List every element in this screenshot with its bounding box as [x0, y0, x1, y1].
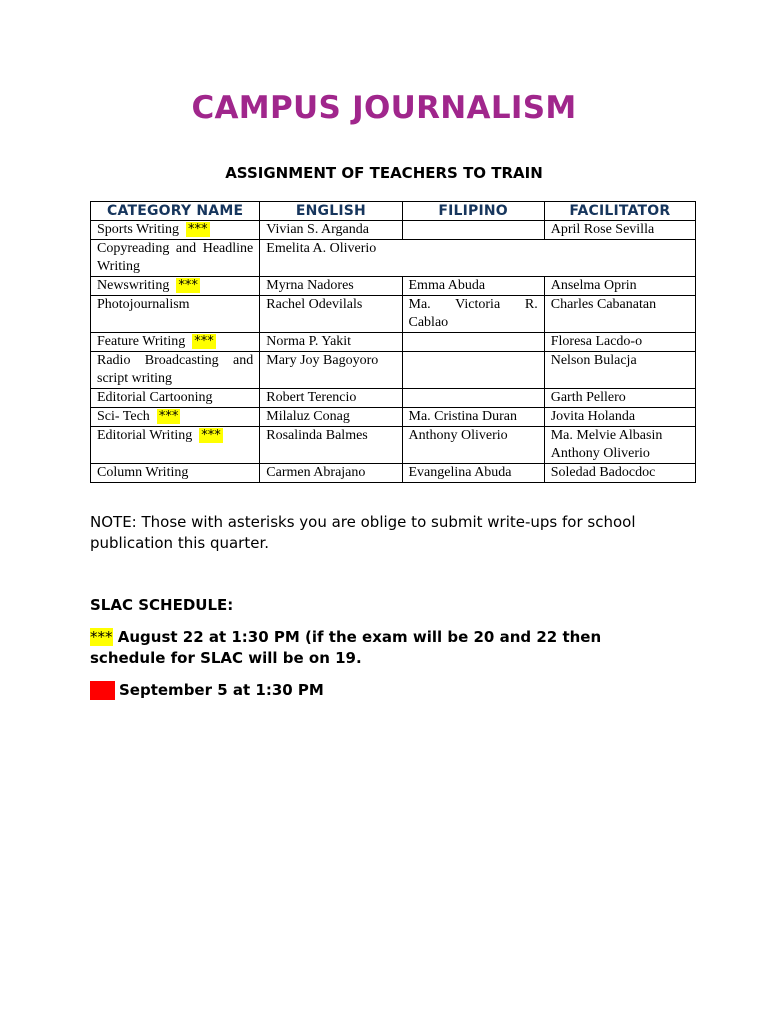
category-cell — [91, 352, 260, 389]
english-cell: Myrna Nadores — [260, 277, 402, 296]
merged-english-cell: Emelita A. Oliverio — [260, 240, 696, 277]
category-cell — [91, 427, 260, 464]
page-title: CAMPUS JOURNALISM — [191, 90, 577, 126]
category-name: Radio Broadcasting and script writing — [97, 353, 254, 386]
english-cell: Mary Joy Bagoyoro — [260, 352, 402, 389]
slac-schedule-item-2 — [90, 680, 324, 700]
category-cell: Column Writing — [91, 464, 260, 483]
facilitator-cell: Garth Pellero — [544, 389, 695, 408]
filipino-cell: Evangelina Abuda — [402, 464, 544, 483]
category-cell — [91, 408, 260, 427]
facilitator-cell: Jovita Holanda — [544, 408, 695, 427]
slac-schedule-item-2-text: September 5 at 1:30 PM — [119, 681, 324, 699]
category-cell — [91, 221, 260, 240]
facilitator-cell — [544, 427, 695, 464]
category-cell: Copyreading and Headline Writing — [91, 240, 260, 277]
filipino-cell — [402, 389, 544, 408]
header-english: ENGLISH — [260, 202, 402, 221]
english-cell: Carmen Abrajano — [260, 464, 402, 483]
facilitator-cell: Soledad Badocdoc — [544, 464, 695, 483]
english-cell: Robert Terencio — [260, 389, 402, 408]
table-row — [91, 221, 696, 240]
english-cell: Norma P. Yakit — [260, 333, 402, 352]
category-name: Feature Writing — [97, 334, 186, 349]
category-name: Editorial Writing — [97, 428, 193, 443]
english-cell: Vivian S. Arganda — [260, 221, 402, 240]
english-cell: Milaluz Conag — [260, 408, 402, 427]
category-name: Newswriting — [97, 278, 170, 293]
category-name: Sci- Tech — [97, 409, 150, 424]
facilitator-cell: Nelson Bulacja — [544, 352, 695, 389]
asterisk-marker: *** — [188, 222, 208, 237]
filipino-cell — [402, 221, 544, 240]
red-marker-box — [90, 681, 115, 700]
facilitator-name-2: Anthony Oliverio — [550, 446, 650, 461]
page-subtitle: ASSIGNMENT OF TEACHERS TO TRAIN — [225, 164, 543, 182]
header-category-name: CATEGORY NAME — [91, 202, 260, 221]
asterisk-marker: *** — [90, 628, 113, 646]
table-row — [91, 389, 696, 408]
slac-schedule-item-1-text: August 22 at 1:30 PM (if the exam will be 20 and 22 then schedule for SLAC will be on 19. — [90, 628, 602, 667]
category-cell: Editorial Cartooning — [91, 389, 260, 408]
table-row — [91, 333, 696, 352]
english-cell: Rosalinda Balmes — [260, 427, 402, 464]
slac-schedule-heading: SLAC SCHEDULE: — [90, 596, 234, 614]
table-header-row — [91, 202, 696, 221]
filipino-cell: Ma. Cristina Duran — [402, 408, 544, 427]
table-row — [91, 277, 696, 296]
facilitator-cell: Charles Cabanatan — [544, 296, 695, 333]
facilitator-cell: Floresa Lacdo-o — [544, 333, 695, 352]
assignment-table — [90, 201, 696, 483]
facilitator-cell: Anselma Oprin — [544, 277, 695, 296]
table-row — [91, 408, 696, 427]
filipino-cell: Anthony Oliverio — [402, 427, 544, 464]
facilitator-name: Ma. Melvie Albasin — [550, 428, 663, 443]
category-name: Sports Writing — [97, 222, 180, 237]
english-cell: Rachel Odevilals — [260, 296, 402, 333]
asterisk-marker: *** — [194, 334, 214, 349]
table-row — [91, 240, 696, 277]
header-filipino: FILIPINO — [402, 202, 544, 221]
filipino-cell: Emma Abuda — [402, 277, 544, 296]
slac-schedule-item-1 — [90, 627, 650, 669]
table-row — [91, 464, 696, 483]
filipino-cell — [402, 333, 544, 352]
category-cell — [91, 333, 260, 352]
note-text: NOTE: Those with asterisks you are oblige to submit write-ups for school publication this quarter. — [90, 513, 636, 552]
asterisk-marker: *** — [201, 428, 221, 443]
asterisk-marker: *** — [158, 409, 179, 424]
filipino-cell — [402, 352, 544, 389]
category-cell — [91, 277, 260, 296]
table-row — [91, 352, 696, 389]
category-cell: Photojournalism — [91, 296, 260, 333]
header-facilitator: FACILITATOR — [544, 202, 695, 221]
table-row — [91, 296, 696, 333]
facilitator-cell: April Rose Sevilla — [544, 221, 695, 240]
asterisk-marker: *** — [178, 278, 198, 293]
filipino-cell: Ma. Victoria R. Cablao — [402, 296, 544, 333]
table-row — [91, 427, 696, 464]
